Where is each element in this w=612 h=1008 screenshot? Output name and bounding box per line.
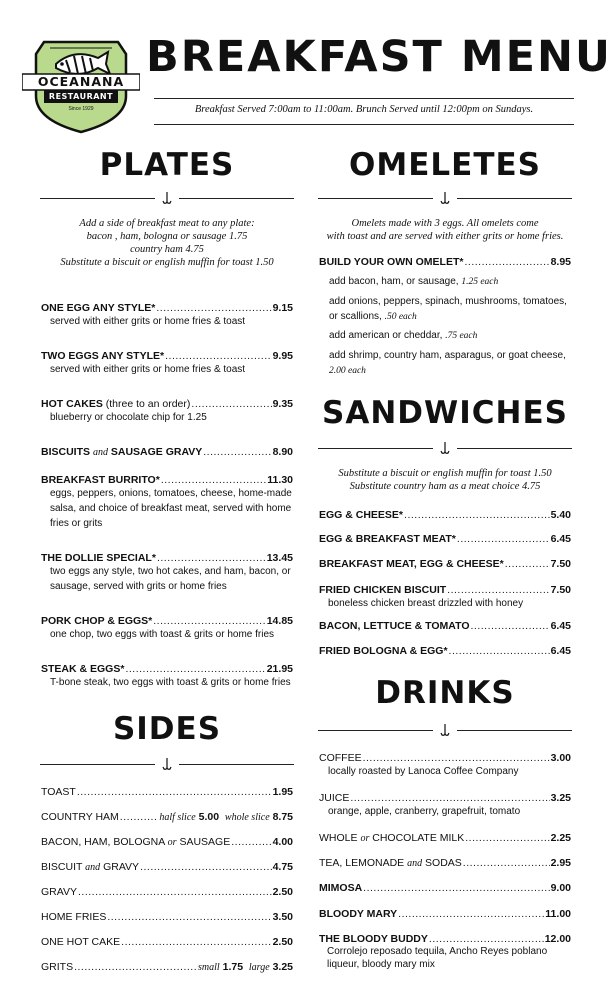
plates-heading: PLATES	[99, 147, 235, 183]
drinks-heading: DRINKS	[375, 675, 515, 711]
side-item: COUNTRY HAM ..... half slice 5.00 whole slice 8.75	[41, 811, 293, 823]
drink-item: JUICE ..... 3.25 orange, apple, cranberry, grapefruit, tomato	[319, 792, 571, 819]
menu-title: BREAKFAST MENU	[146, 32, 612, 82]
build-omelet-item: BUILD YOUR OWN OMELET* ..... 8.95	[319, 256, 571, 268]
sandwich-item: BACON, LETTUCE & TOMATO ..... 6.45	[319, 620, 571, 632]
drink-item: WHOLE or CHOCOLATE MILK ..... 2.25	[319, 832, 571, 844]
header-rule-bottom	[154, 124, 574, 125]
plate-item: STEAK & EGGS* ..... 21.95 T-bone steak, two eggs with toast & grits or home fries	[41, 663, 293, 690]
omeletes-intro: Omelets made with 3 eggs. All omelets come with toast and are served with either grits or home fries.	[326, 218, 564, 242]
sandwiches-intro: Substitute a biscuit or english muffin for toast 1.50 Substitute country ham as a meat choice 4.75	[338, 468, 552, 492]
omelet-option: add onions, peppers, spinach, mushrooms, tomatoes, or scallions, .50 each	[329, 296, 567, 322]
side-item: BISCUIT and GRAVY ..... 4.75	[41, 861, 293, 873]
side-item: TOAST ..... 1.95	[41, 786, 293, 798]
anchor-hook-icon	[439, 191, 451, 205]
sandwich-item: FRIED BOLOGNA & EGG* ..... 6.45	[319, 645, 571, 657]
plate-item: HOT CAKES (three to an order) ..... 9.35 blueberry or chocolate chip for 1.25	[41, 398, 293, 425]
side-item: GRAVY ..... 2.50	[41, 886, 293, 898]
anchor-hook-icon	[439, 441, 451, 455]
omeletes-divider	[318, 192, 572, 204]
side-item: BACON, HAM, BOLOGNA or SAUSAGE ..... 4.00	[41, 836, 293, 848]
drinks-divider	[318, 724, 572, 736]
drink-item: THE BLOODY BUDDY ..... 12.00 Corrolejo reposado tequila, Ancho Reyes poblano liqueur, bloody mary mix	[319, 933, 571, 971]
plate-item: BREAKFAST BURRITO* ..... 11.30 eggs, peppers, onions, tomatoes, cheese, home-made salsa, and choice of breakfast meat, served with home fries or grits	[41, 474, 293, 531]
sandwiches-divider	[318, 442, 572, 454]
service-hours: Breakfast Served 7:00am to 11:00am. Brunch Served until 12:00pm on Sundays.	[194, 104, 534, 115]
sandwich-item: EGG & BREAKFAST MEAT* ..... 6.45	[319, 533, 571, 545]
side-item: ONE HOT CAKE ..... 2.50	[41, 936, 293, 948]
plate-item: BISCUITS and SAUSAGE GRAVY ..... 8.90	[41, 446, 293, 458]
side-item: GRITS ..... small 1.75 large 3.25	[41, 961, 293, 973]
omeletes-heading: OMELETES	[349, 147, 541, 183]
anchor-hook-icon	[161, 191, 173, 205]
omelet-option: add bacon, ham, or sausage, 1.25 each	[329, 276, 499, 287]
sides-heading: SIDES	[112, 711, 222, 747]
drink-item: MIMOSA ..... 9.00	[319, 882, 571, 894]
logo-name: OCEANANA	[37, 74, 125, 89]
sandwich-item: EGG & CHEESE* ..... 5.40	[319, 509, 571, 521]
drink-item: BLOODY MARY ..... 11.00	[319, 908, 571, 920]
sandwich-item: BREAKFAST MEAT, EGG & CHEESE* ..... 7.50	[319, 558, 571, 570]
anchor-hook-icon	[439, 723, 451, 737]
header-rule-top	[154, 98, 574, 99]
sandwich-item: FRIED CHICKEN BISCUIT ..... 7.50 boneless chicken breast drizzled with honey	[319, 584, 571, 611]
sandwiches-heading: SANDWICHES	[322, 395, 568, 431]
side-item: HOME FRIES ..... 3.50	[41, 911, 293, 923]
omelet-option: add american or cheddar, .75 each	[329, 330, 478, 341]
plate-item: TWO EGGS ANY STYLE* ..... 9.95 served with either grits or home fries & toast	[41, 350, 293, 377]
plate-item: THE DOLLIE SPECIAL* ..... 13.45 two eggs any style, two hot cakes, and ham, bacon, or sausage, served with grits or home fries	[41, 552, 293, 594]
plate-item: ONE EGG ANY STYLE* ..... 9.15 served with either grits or home fries & toast	[41, 302, 293, 329]
omelet-option: add shrimp, country ham, asparagus, or goat cheese, 2.00 each	[329, 350, 566, 376]
plate-item: PORK CHOP & EGGS* ..... 14.85 one chop, two eggs with toast & grits or home fries	[41, 615, 293, 642]
restaurant-logo	[22, 34, 140, 134]
plates-intro: Add a side of breakfast meat to any plate: bacon , ham, bologna or sausage 1.75 country ham 4.75 Substitute a biscuit or english muffin for toast 1.50	[60, 218, 274, 268]
logo-restaurant-word: RESTAURANT	[48, 92, 114, 101]
logo-since: Since 1929	[68, 106, 94, 112]
anchor-hook-icon	[161, 757, 173, 771]
sides-divider	[40, 758, 294, 770]
plates-divider	[40, 192, 294, 204]
drink-item: COFFEE ..... 3.00 locally roasted by Lanoca Coffee Company	[319, 752, 571, 779]
drink-item: TEA, LEMONADE and SODAS ..... 2.95	[319, 857, 571, 869]
